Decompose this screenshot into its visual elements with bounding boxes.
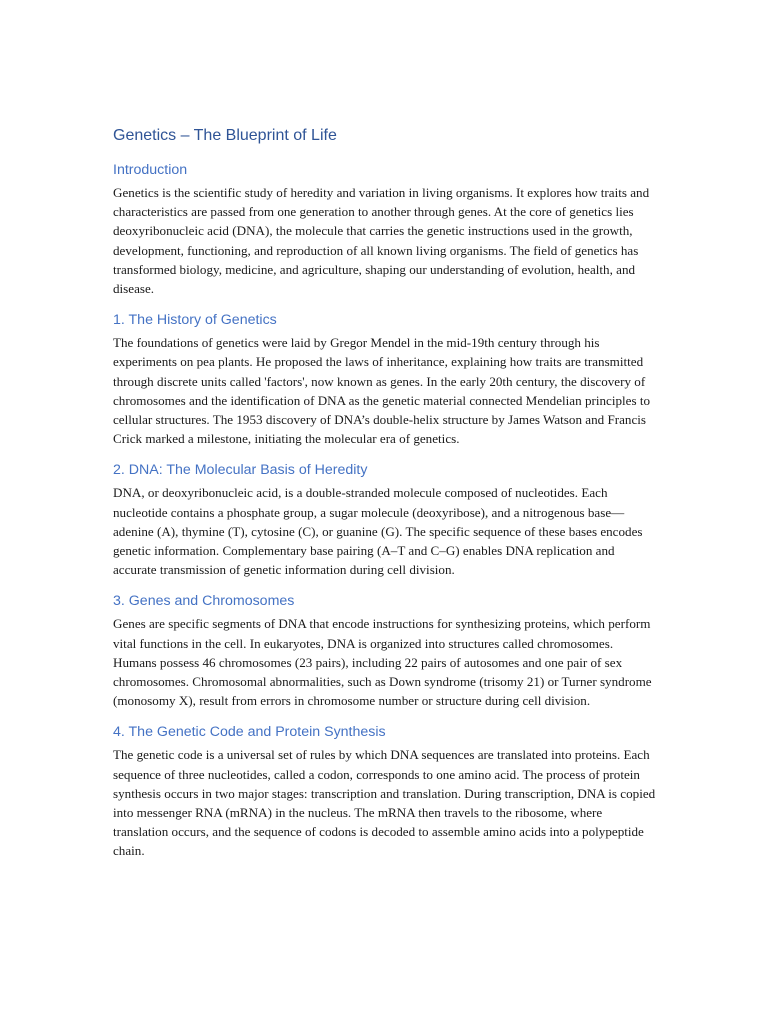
section-dna-molecular-basis <box>113 460 658 579</box>
section-heading: 3. Genes and Chromosomes <box>113 593 295 610</box>
document-page <box>113 125 658 873</box>
section-paragraph: Genes are specific segments of DNA that encode instructions for synthesizing proteins, which perform vital functions in the cell. In eukaryotes, DNA is organized into structures called chromosomes. Humans possess 46 chromosomes (23 pairs), including 22 pairs of autosomes and one pair of sex chromosomes. Chromosomal abnormalities, such as Down syndrome (trisomy 21) or Turner syndrome (monosomy X), result from errors in chromosome number or structure during cell division. <box>113 616 652 709</box>
section-heading: 4. The Genetic Code and Protein Synthesis <box>113 724 386 741</box>
section-paragraph: The foundations of genetics were laid by Gregor Mendel in the mid-19th century through his experiments on pea plants. He proposed the laws of inheritance, explaining how traits are transmitted through discrete units called 'factors', now known as genes. In the early 20th century, the discovery of chromosomes and the identification of DNA as the genetic material connected Mendelian principles to cellular structures. The 1953 discovery of DNA’s double-helix structure by James Watson and Francis Crick marked a milestone, initiating the molecular era of genetics. <box>113 335 651 447</box>
section-paragraph: The genetic code is a universal set of rules by which DNA sequences are translated into proteins. Each sequence of three nucleotides, called a codon, corresponds to one amino acid. The process of protein synthesis occurs in two major stages: transcription and translation. During transcription, DNA is copied into messenger RNA (mRNA) in the nucleus. The mRNA then travels to the ribosome, where translation occurs, and the sequence of codons is decoded to assemble amino acids into a polypeptide chain. <box>113 747 656 859</box>
section-paragraph: DNA, or deoxyribonucleic acid, is a double-stranded molecule composed of nucleotides. Each nucleotide contains a phosphate group, a sugar molecule (deoxyribose), and a nitrogenous base—adenine (A), thymine (T), cytosine (C), or guanine (G). The specific sequence of these bases encodes genetic information. Complementary base pairing (A–T and C–G) enables DNA replication and accurate transmission of genetic information during cell division. <box>113 485 643 578</box>
section-paragraph: Genetics is the scientific study of heredity and variation in living organisms. It explores how traits and characteristics are passed from one generation to another through genes. At the core of genetics lies deoxyribonucleic acid (DNA), the molecule that carries the genetic instructions used in the growth, development, functioning, and reproduction of all known living organisms. The field of genetics has transformed biology, medicine, and agriculture, shaping our understanding of evolution, health, and disease. <box>113 185 650 297</box>
section-genes-and-chromosomes <box>113 591 658 710</box>
section-introduction <box>113 160 658 298</box>
document-title: Genetics – The Blueprint of Life <box>113 127 337 144</box>
section-heading: 2. DNA: The Molecular Basis of Heredity <box>113 462 368 479</box>
section-genetic-code-protein-synthesis <box>113 722 658 860</box>
section-heading: 1. The History of Genetics <box>113 312 277 329</box>
section-heading: Introduction <box>113 162 188 178</box>
section-history-of-genetics <box>113 310 658 448</box>
